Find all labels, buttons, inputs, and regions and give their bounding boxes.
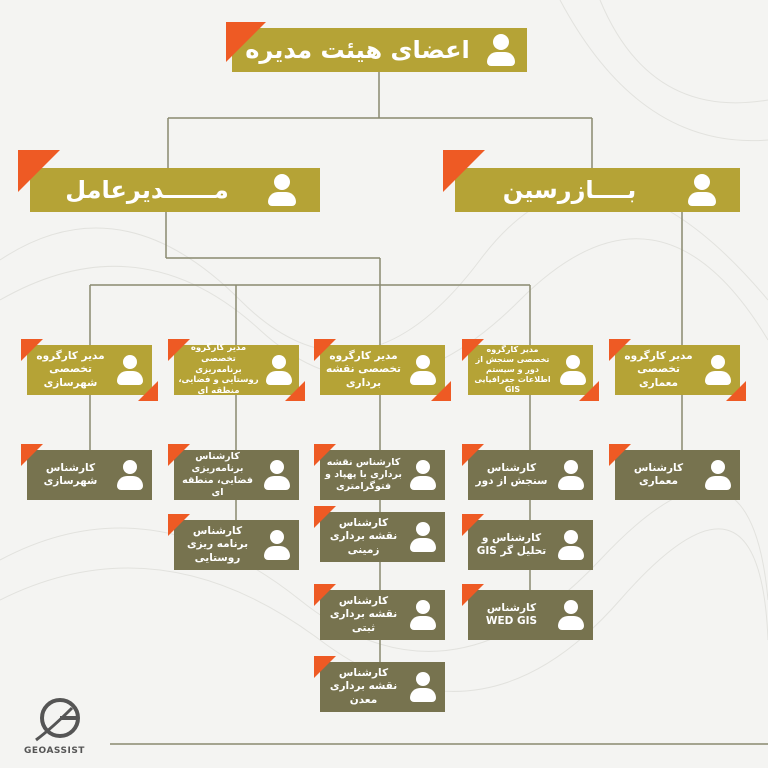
corner-accent [18, 150, 60, 192]
corner-accent [314, 444, 336, 466]
person-icon [684, 172, 720, 208]
manager-planning-box [174, 345, 299, 395]
person-icon [483, 32, 519, 68]
person-icon [555, 458, 587, 492]
corner-accent [21, 339, 43, 361]
expert-label: کارشناس برنامه‌ریزی فضایی، منطقه ای [182, 451, 253, 498]
manager-label: مدیر کارگروه تخصصی معماری [624, 350, 693, 389]
person-icon [261, 458, 293, 492]
manager-survey-box [320, 345, 445, 395]
expert-label: کارشناس و تحلیل گر GIS [476, 531, 547, 557]
corner-accent [314, 506, 336, 528]
person-icon [555, 598, 587, 632]
expert-label: کارشناس نقشه برداری ثبتی [329, 595, 398, 634]
inspectors-box [455, 168, 740, 212]
manager-label: مدیر کارگروه تخصصی نقشه برداری [325, 350, 402, 389]
person-icon [557, 353, 589, 387]
expert-label: کارشناس برنامه ریزی روستایی [186, 525, 249, 564]
person-icon [407, 520, 439, 554]
inspectors-title: بــــازرسین [502, 176, 637, 204]
corner-accent [314, 339, 336, 361]
person-icon [702, 458, 734, 492]
corner-accent [462, 514, 484, 536]
managing-director-box [30, 168, 320, 212]
managing-director-title: مــــــدیرعامل [65, 176, 229, 204]
expert-label: کارشناس نقشه برداری معدن [329, 667, 398, 706]
expert-survey-box [320, 590, 445, 640]
expert-survey-box [320, 662, 445, 712]
corner-accent [168, 514, 190, 536]
corner-accent [609, 339, 631, 361]
expert-survey-box [320, 450, 445, 500]
corner-accent [314, 584, 336, 606]
expert-survey-box [320, 512, 445, 562]
person-icon [555, 528, 587, 562]
person-icon [263, 353, 295, 387]
corner-accent [21, 444, 43, 466]
board-of-directors-box [232, 28, 527, 72]
person-icon [407, 670, 439, 704]
manager-gis-box [468, 345, 593, 395]
expert-gis-box [468, 590, 593, 640]
person-icon [702, 353, 734, 387]
person-icon [114, 458, 146, 492]
expert-label: کارشناس WED GIS [485, 601, 538, 627]
person-icon [407, 353, 439, 387]
manager-urban-box [27, 345, 152, 395]
expert-label: کارشناس معماری [633, 461, 684, 487]
expert-gis-box [468, 450, 593, 500]
corner-accent [443, 150, 485, 192]
manager-label: مدیر کارگروه تخصصی سنجش از دور و سیستم اطلاعات جغرافیایی GIS [474, 345, 551, 394]
corner-accent [462, 339, 484, 361]
expert-architecture-box [615, 450, 740, 500]
manager-label: مدیر کارگروه تخصصی برنامه‌ریزی روستایی و فضایی، منطقه ای [178, 343, 259, 396]
person-icon [407, 598, 439, 632]
expert-label: کارشناس سنجش از دور [475, 461, 548, 487]
person-icon [261, 528, 293, 562]
corner-accent [314, 656, 336, 678]
board-title: اعضای هیئت مدیره [245, 36, 470, 64]
expert-planning-box [174, 450, 299, 500]
manager-label: مدیر کارگروه تخصصی شهرسازی [36, 350, 105, 389]
expert-urban-box [27, 450, 152, 500]
manager-architecture-box [615, 345, 740, 395]
corner-accent [226, 22, 266, 62]
expert-gis-box [468, 520, 593, 570]
logo-text: GEOASSIST [24, 746, 85, 756]
corner-accent [462, 444, 484, 466]
person-icon [114, 353, 146, 387]
corner-accent [462, 584, 484, 606]
expert-label: کارشناس نقشه برداری زمینی [329, 517, 398, 556]
expert-label: کارشناس نقشه برداری با پهپاد و فتوگرامتری [325, 457, 402, 492]
expert-label: کارشناس شهرسازی [43, 461, 98, 487]
person-icon [407, 458, 439, 492]
person-icon [264, 172, 300, 208]
corner-accent [609, 444, 631, 466]
corner-accent [168, 339, 190, 361]
expert-planning-box [174, 520, 299, 570]
corner-accent [168, 444, 190, 466]
